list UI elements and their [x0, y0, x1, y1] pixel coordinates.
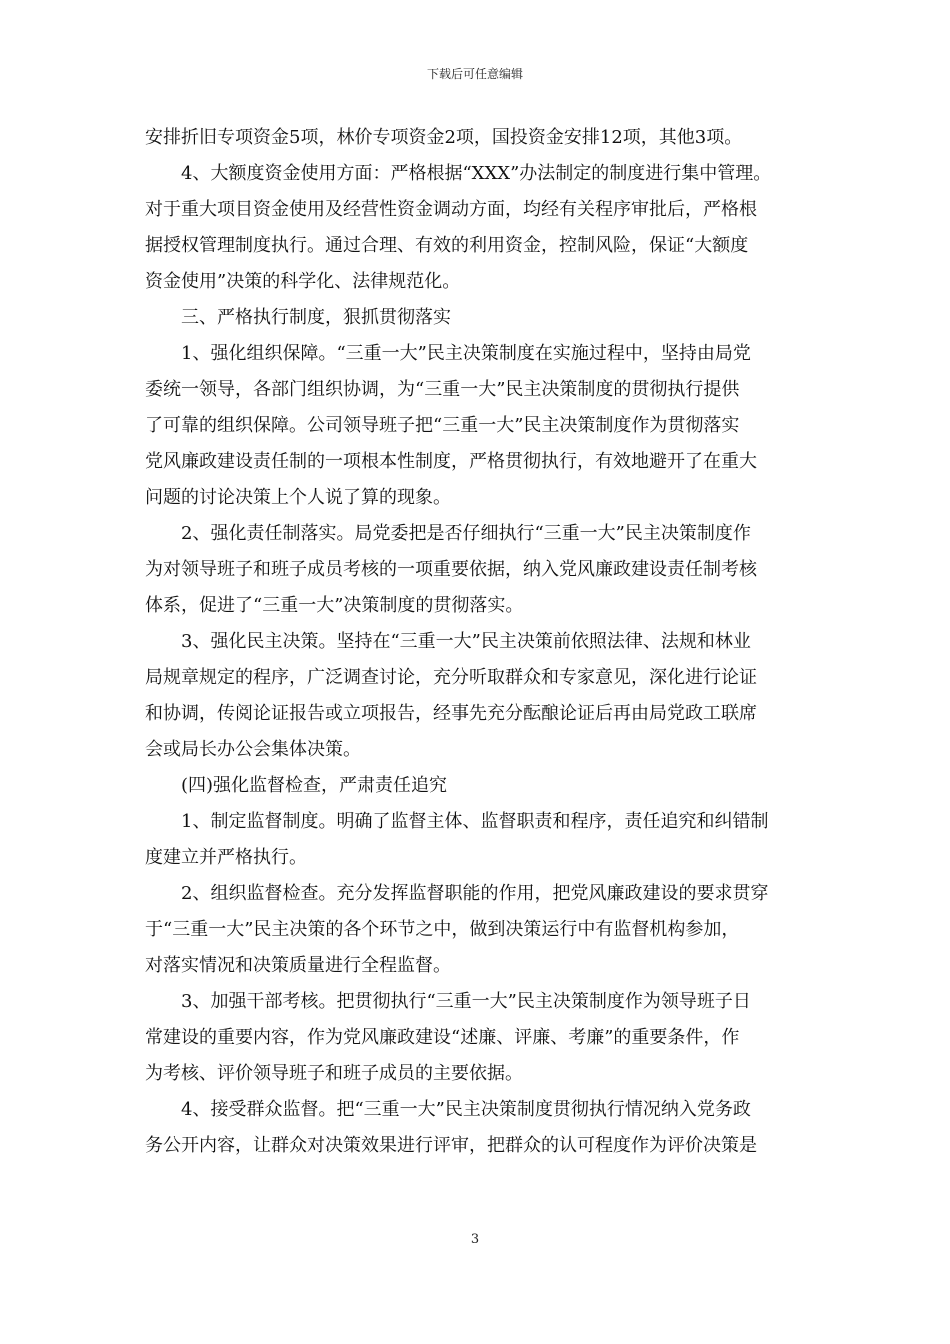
text-line: 对于重大项目资金使用及经营性资金调动方面，均经有关程序审批后，严格根 — [145, 199, 757, 220]
text-line: 安排折旧专项资金5项，林价专项资金2项，国投资金安排12项，其他3项。 — [145, 127, 743, 148]
text-line: 党风廉政建设责任制的一项根本性制度，严格贯彻执行，有效地避开了在重大 — [145, 451, 757, 472]
text-line: 为对领导班子和班子成员考核的一项重要依据，纳入党风廉政建设责任制考核 — [145, 559, 757, 580]
document-body — [145, 120, 805, 1164]
paragraph-start-line: 3、强化民主决策。坚持在“三重一大”民主决策前依照法律、法规和林业 — [181, 631, 751, 652]
section-heading: (四)强化监督检查，严肃责任追究 — [181, 775, 448, 796]
text-line: 务公开内容，让群众对决策效果进行评审，把群众的认可程度作为评价决策是 — [145, 1135, 757, 1156]
text-line: 委统一领导，各部门组织协调，为“三重一大”民主决策制度的贯彻执行提供 — [145, 379, 740, 400]
page-number: 3 — [470, 1232, 480, 1247]
section-heading: 三、严格执行制度，狠抓贯彻落实 — [181, 307, 451, 328]
text-line: 会或局长办公会集体决策。 — [145, 739, 361, 760]
text-line: 资金使用”决策的科学化、法律规范化。 — [145, 271, 461, 292]
text-line: 为考核、评价领导班子和班子成员的主要依据。 — [145, 1063, 523, 1084]
paragraph-start-line: 4、接受群众监督。把“三重一大”民主决策制度贯彻执行情况纳入党务政 — [181, 1099, 751, 1120]
text-line: 对落实情况和决策质量进行全程监督。 — [145, 955, 451, 976]
text-line: 据授权管理制度执行。通过合理、有效的利用资金，控制风险，保证“大额度 — [145, 235, 749, 256]
text-line: 问题的讨论决策上个人说了算的现象。 — [145, 487, 451, 508]
text-line: 常建设的重要内容，作为党风廉政建设“述廉、评廉、考廉”的重要条件，作 — [145, 1027, 740, 1048]
page-header: 下载后可任意编辑 — [426, 67, 523, 81]
text-line: 了可靠的组织保障。公司领导班子把“三重一大”民主决策制度作为贯彻落实 — [145, 415, 740, 436]
paragraph-start-line: 1、制定监督制度。明确了监督主体、监督职责和程序，责任追究和纠错制 — [181, 811, 769, 832]
text-line: 度建立并严格执行。 — [145, 847, 307, 868]
text-line: 局规章规定的程序，广泛调查讨论，充分听取群众和专家意见，深化进行论证 — [145, 667, 757, 688]
text-line: 体系，促进了“三重一大”决策制度的贯彻落实。 — [145, 595, 524, 616]
paragraph-start-line: 2、组织监督检查。充分发挥监督职能的作用，把党风廉政建设的要求贯穿 — [181, 883, 769, 904]
paragraph-start-line: 2、强化责任制落实。局党委把是否仔细执行“三重一大”民主决策制度作 — [181, 523, 751, 544]
text-line: 于“三重一大”民主决策的各个环节之中，做到决策运行中有监督机构参加， — [145, 919, 740, 940]
paragraph-start-line: 1、强化组织保障。“三重一大”民主决策制度在实施过程中，坚持由局党 — [181, 343, 751, 364]
paragraph-start-line: 3、加强干部考核。把贯彻执行“三重一大”民主决策制度作为领导班子日 — [181, 991, 751, 1012]
paragraph-start-line: 4、大额度资金使用方面：严格根据“XXX”办法制定的制度进行集中管理。 — [181, 163, 772, 184]
text-line: 和协调，传阅论证报告或立项报告，经事先充分酝酿论证后再由局党政工联席 — [145, 703, 757, 724]
